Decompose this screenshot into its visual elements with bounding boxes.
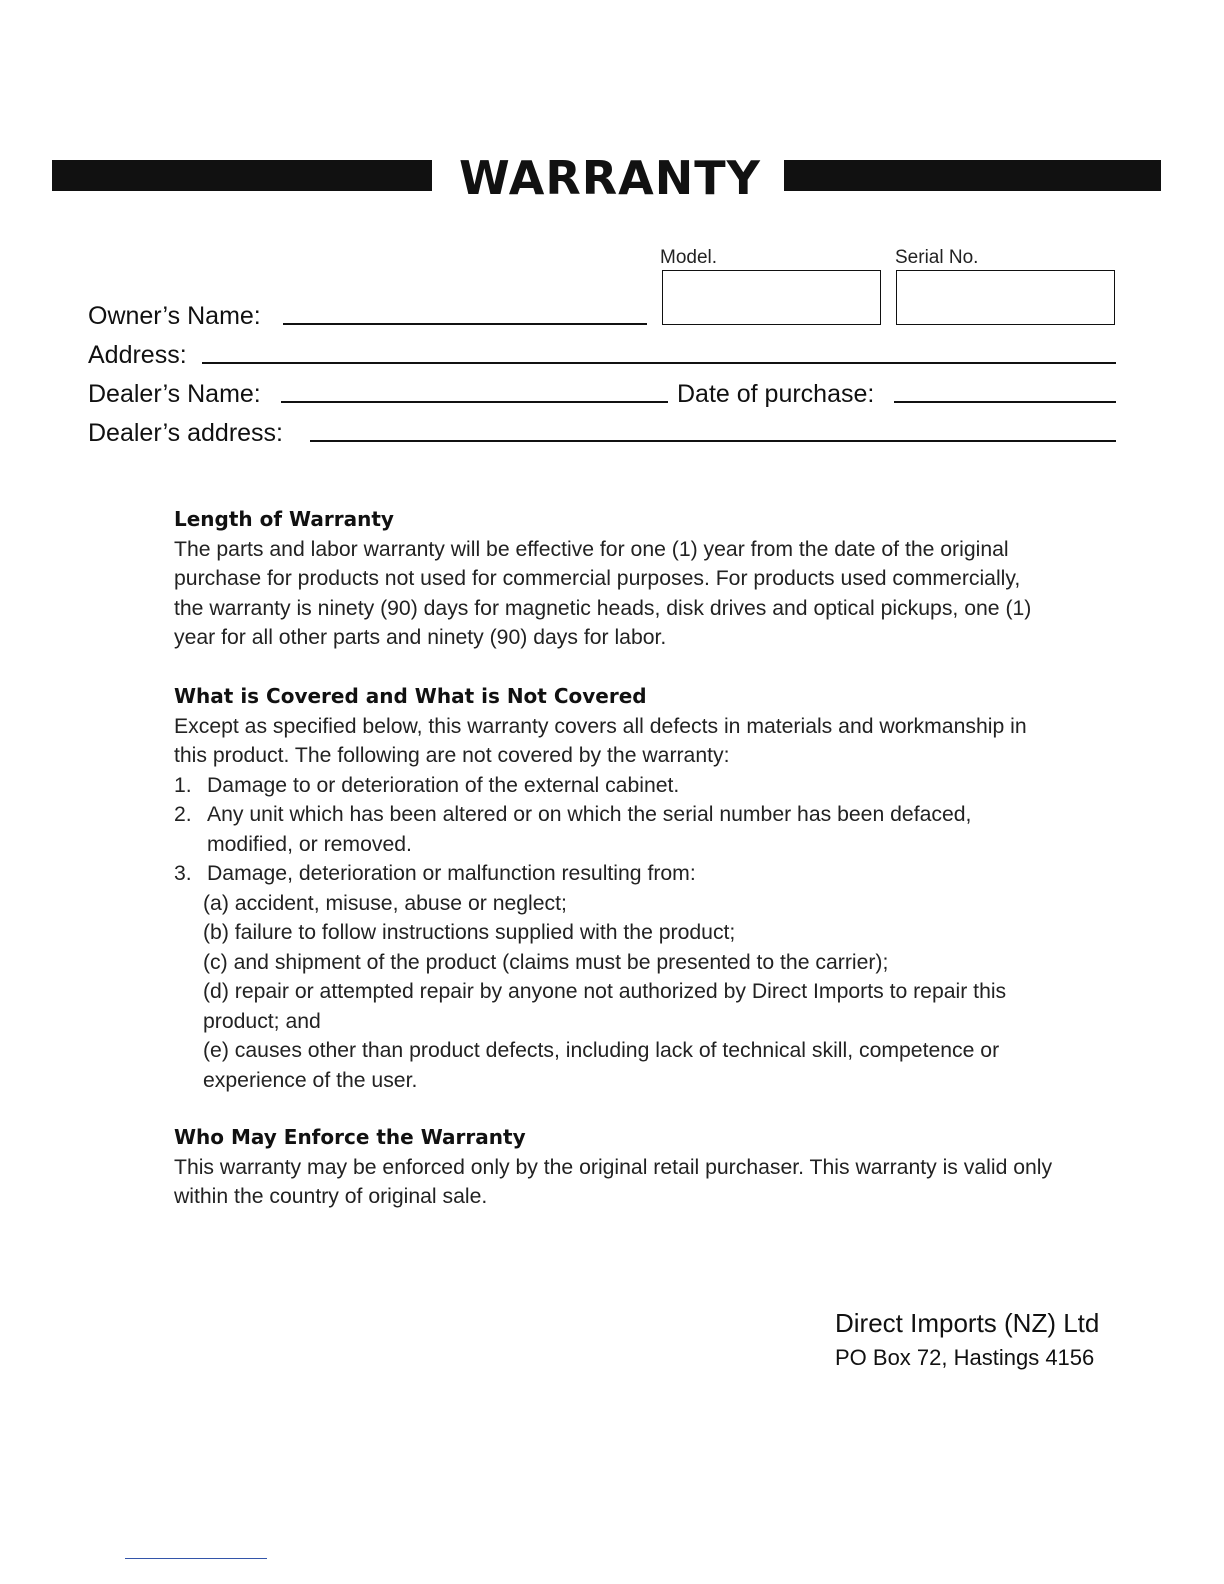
dealer-name-label: Dealer’s Name:: [88, 380, 261, 408]
footer-rule: [125, 1558, 267, 1559]
sub-item: (c) and shipment of the product (claims must be presented to the carrier);: [203, 950, 889, 974]
list-item: [174, 800, 1054, 859]
serial-number-label: Serial No.: [895, 247, 979, 268]
dealer-address-field[interactable]: [310, 440, 1116, 442]
title-bar-left: [52, 160, 432, 191]
enforce-text: This warranty may be enforced only by the original retail purchaser. This warranty is valid only within the country of original sale.: [174, 1155, 1053, 1208]
coverage-section: [174, 682, 1054, 1095]
list-item-text: Damage, deterioration or malfunction resulting from:: [207, 862, 696, 885]
title-bar-right: [784, 160, 1161, 191]
model-label: Model.: [660, 247, 718, 268]
model-field[interactable]: [662, 270, 881, 325]
dealer-address-label: Dealer’s address:: [88, 419, 284, 447]
list-item-number: 1.: [174, 773, 192, 797]
sub-item: (e) causes other than product defects, including lack of technical skill, competence or experience of the user.: [203, 1039, 1000, 1092]
dealer-name-field[interactable]: [281, 401, 668, 403]
address-label: Address:: [88, 341, 187, 369]
list-item-text: Any unit which has been altered or on which the serial number has been defaced, modified, or removed.: [207, 803, 972, 856]
coverage-intro: Except as specified below, this warranty covers all defects in materials and workmanship in this product. The following are not covered by the warranty:: [174, 714, 1027, 767]
company-address: PO Box 72, Hastings 4156: [835, 1345, 1095, 1370]
enforce-section: [174, 1123, 1054, 1212]
date-of-purchase-label: Date of purchase:: [677, 380, 875, 408]
date-of-purchase-field[interactable]: [894, 401, 1116, 403]
owner-name-label: Owner’s Name:: [88, 302, 261, 330]
sub-item: (b) failure to follow instructions supplied with the product;: [203, 921, 736, 944]
address-field[interactable]: [202, 362, 1116, 364]
sub-item: (a) accident, misuse, abuse or neglect;: [203, 891, 567, 915]
page-title: WARRANTY: [459, 151, 761, 205]
list-item: [174, 859, 1054, 889]
exclusions-list: [174, 771, 1054, 889]
length-of-warranty-section: [174, 505, 1054, 653]
list-item-number: 3.: [174, 862, 192, 885]
enforce-heading: Who May Enforce the Warranty: [174, 1125, 526, 1149]
length-of-warranty-heading: Length of Warranty: [174, 507, 394, 531]
list-item-text: Damage to or deterioration of the external cabinet.: [207, 773, 680, 797]
list-item: [174, 771, 1054, 801]
list-item-number: 2.: [174, 803, 192, 826]
length-of-warranty-text: The parts and labor warranty will be effective for one (1) year from the date of the original purchase for products not used for commercial purposes. For products used commercially, the warranty is ninety (90) days for magnetic heads, disk drives and optical pickups, one (1) year for all other parts and ninety (90) days for labor.: [174, 537, 1032, 649]
coverage-heading: What is Covered and What is Not Covered: [174, 684, 647, 708]
company-name: Direct Imports (NZ) Ltd: [835, 1308, 1100, 1338]
owner-name-field[interactable]: [283, 323, 647, 325]
sub-item: (d) repair or attempted repair by anyone not authorized by Direct Imports to repair this product; and: [203, 980, 1007, 1033]
serial-number-field[interactable]: [896, 270, 1115, 325]
